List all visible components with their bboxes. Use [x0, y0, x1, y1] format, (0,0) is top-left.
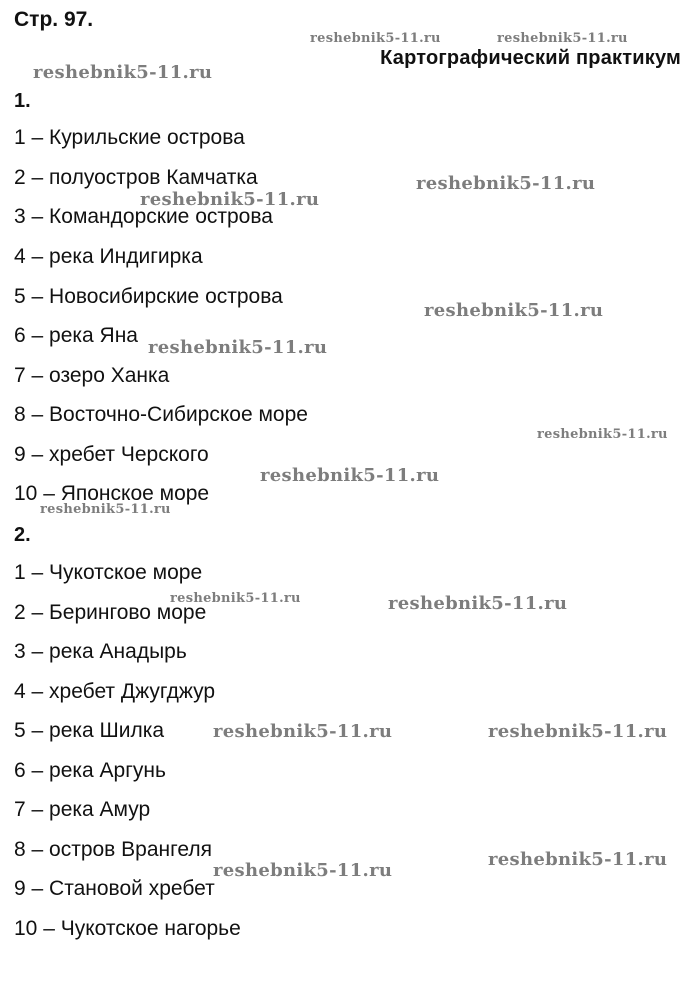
- watermark: reshebnik5-11.ru: [310, 31, 441, 46]
- task-2-item-10: 10 – Чукотское нагорье: [14, 917, 241, 940]
- watermark: reshebnik5-11.ru: [260, 465, 440, 486]
- watermark: reshebnik5-11.ru: [488, 849, 668, 870]
- task-2-item-3: 3 – река Анадырь: [14, 640, 187, 663]
- watermark: reshebnik5-11.ru: [40, 502, 171, 517]
- watermark: reshebnik5-11.ru: [488, 721, 668, 742]
- watermark: reshebnik5-11.ru: [213, 721, 393, 742]
- watermark: reshebnik5-11.ru: [140, 189, 320, 210]
- watermark: reshebnik5-11.ru: [497, 31, 628, 46]
- task-2-item-5: 5 – река Шилка: [14, 719, 165, 742]
- watermark: reshebnik5-11.ru: [33, 62, 213, 83]
- task-1-item-2: 2 – полуостров Камчатка: [14, 166, 258, 189]
- task-1-item-9: 9 – хребет Черского: [14, 443, 209, 466]
- task-1-item-10: 10 – Японское море: [14, 482, 210, 505]
- task-1-item-7: 7 – озеро Ханка: [14, 364, 170, 387]
- task-2-item-2: 2 – Берингово море: [14, 601, 207, 624]
- task-2-item-8: 8 – остров Врангеля: [14, 838, 212, 861]
- watermark: reshebnik5-11.ru: [537, 427, 668, 442]
- task-1-item-3: 3 – Командорские острова: [14, 205, 273, 228]
- watermark: reshebnik5-11.ru: [148, 337, 328, 358]
- task-2-item-9: 9 – Становой хребет: [14, 877, 215, 900]
- task-1-item-1: 1 – Курильские острова: [14, 126, 245, 149]
- task-2-item-1: 1 – Чукотское море: [14, 561, 203, 584]
- task-1-item-5: 5 – Новосибирские острова: [14, 285, 283, 308]
- task-2-item-4: 4 – хребет Джугджур: [14, 680, 216, 703]
- watermark: reshebnik5-11.ru: [213, 860, 393, 881]
- task-1-item-4: 4 – река Индигирка: [14, 245, 203, 268]
- task-2-number: 2.: [14, 524, 31, 546]
- watermark: reshebnik5-11.ru: [170, 591, 301, 606]
- task-1-number: 1.: [14, 90, 31, 112]
- page-number: Стр. 97.: [14, 8, 94, 31]
- task-2-item-6: 6 – река Аргунь: [14, 759, 166, 782]
- task-1-item-8: 8 – Восточно-Сибирское море: [14, 403, 308, 426]
- watermark: reshebnik5-11.ru: [424, 300, 604, 321]
- section-title: Картографический практикум: [380, 47, 681, 69]
- watermark: reshebnik5-11.ru: [388, 593, 568, 614]
- task-1-item-6: 6 – река Яна: [14, 324, 138, 347]
- task-2-item-7: 7 – река Амур: [14, 798, 151, 821]
- watermark: reshebnik5-11.ru: [416, 173, 596, 194]
